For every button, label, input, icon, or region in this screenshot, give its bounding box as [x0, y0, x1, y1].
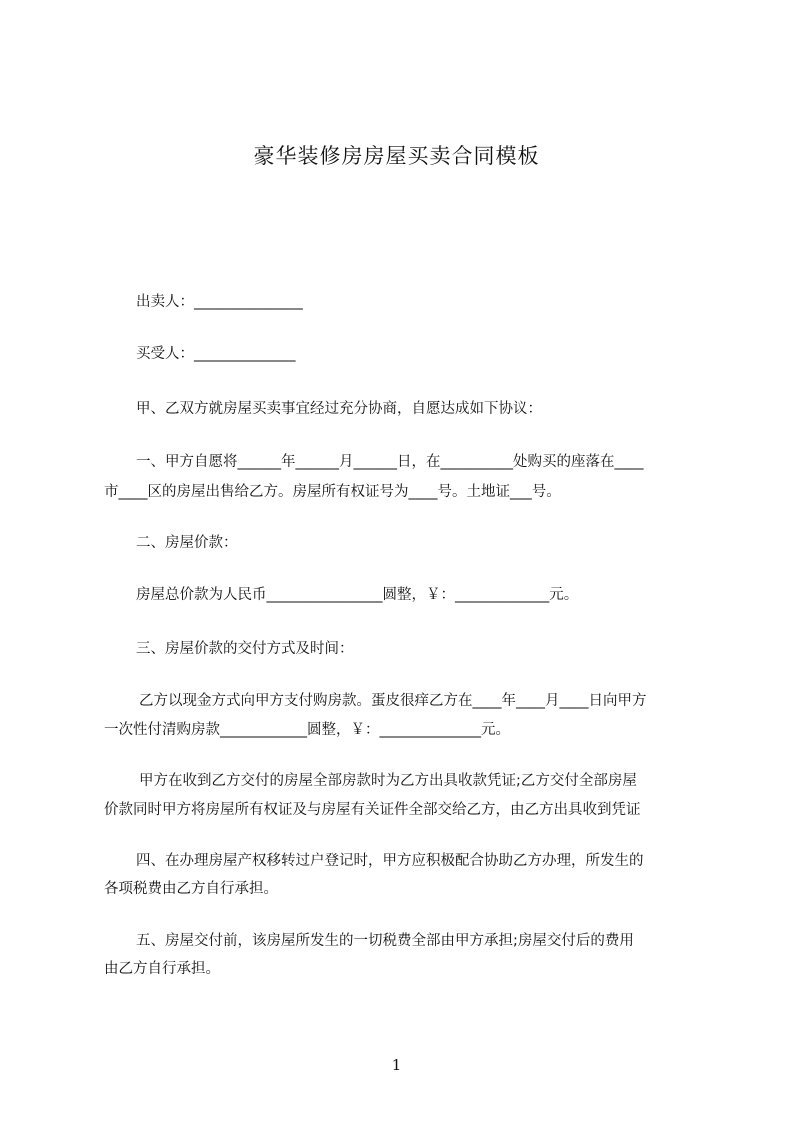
- buyer-line: 买受人：______________: [136, 346, 296, 362]
- clause-3-para-1-line-1: 乙方以现金方式向甲方支付购房款。蛋皮很痒乙方在____年____月____日向甲方: [139, 693, 647, 709]
- clause-1-line-1: 一、甲方自愿将______年______月______日，在__________处购买的座落在____: [136, 454, 644, 470]
- clause-3-para-2-line-2: 价款同时甲方将房屋所有权证及与房屋有关证件全部交给乙方，由乙方出具收到凭证: [104, 802, 641, 818]
- clause-3-para-1-line-2: 一次性付清购房款____________圆整，￥：______________元。: [104, 722, 510, 738]
- clause-5-line-1: 五、房屋交付前，该房屋所发生的一切税费全部由甲方承担;房屋交付后的费用: [136, 933, 634, 949]
- page-number: 1: [391, 1056, 402, 1074]
- document-title: 豪华装修房房屋买卖合同模板: [253, 144, 540, 168]
- clause-2-body: 房屋总价款为人民币________________圆整，￥：_____________元。: [136, 587, 579, 603]
- clause-1-line-2: 市____区的房屋出售给乙方。房屋所有权证号为____号。土地证___号。: [104, 484, 561, 500]
- clause-3-heading: 三、房屋价款的交付方式及时间：: [136, 641, 354, 657]
- clause-4-line-2: 各项税费由乙方自行承担。: [104, 881, 278, 897]
- clause-5-line-2: 由乙方自行承担。: [104, 961, 220, 977]
- clause-2-heading: 二、房屋价款：: [136, 535, 238, 551]
- intro-paragraph: 甲、乙双方就房屋买卖事宜经过充分协商，自愿达成如下协议：: [136, 401, 542, 417]
- clause-4-line-1: 四、在办理房屋产权移转过户登记时，甲方应积极配合协助乙方办理，所发生的: [136, 853, 644, 869]
- clause-3-para-2-line-1: 甲方在收到乙方交付的房屋全部房款时为乙方出具收款凭证;乙方交付全部房屋: [139, 773, 637, 789]
- seller-line: 出卖人：_______________: [136, 294, 303, 310]
